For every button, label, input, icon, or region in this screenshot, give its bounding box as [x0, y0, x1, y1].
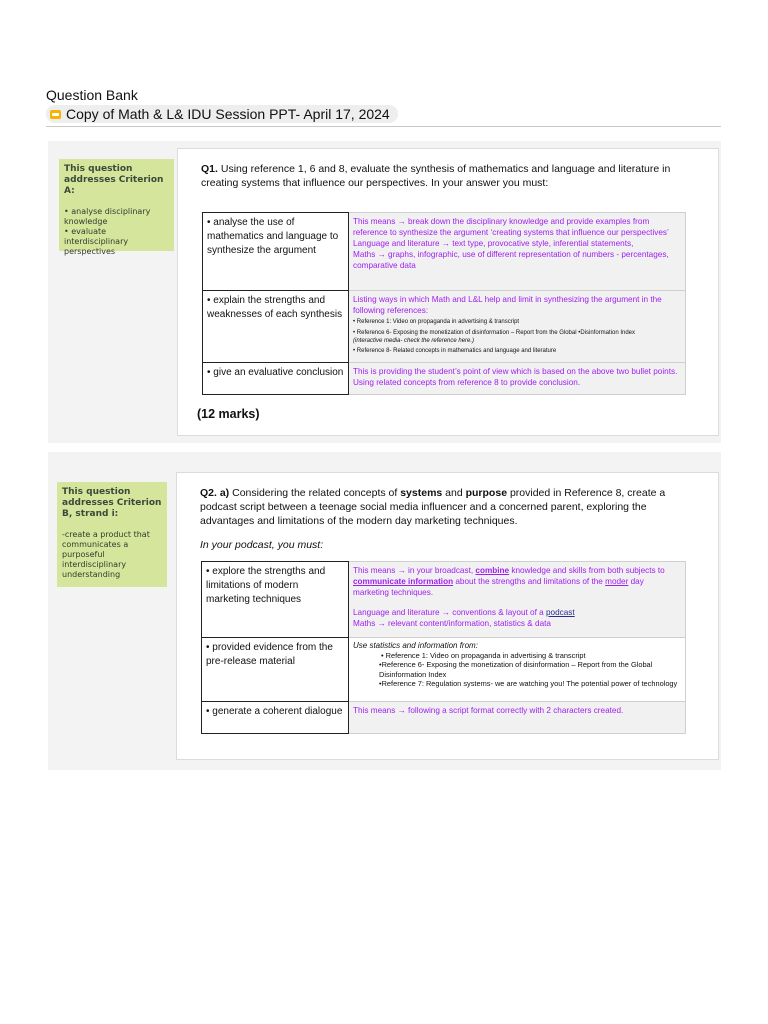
q2-prompt-text: and [442, 487, 466, 499]
q1-req-right [349, 213, 686, 291]
q2-keyword: purpose [465, 487, 508, 499]
q2-req-left: • explore the strengths and limitations of modern marketing techniques [202, 562, 349, 638]
q2-req-right [349, 638, 686, 702]
q2-req-right: This means → following a script format correctly with 2 characters created. [349, 702, 686, 734]
q2-text: Language and literature → conventions & layout of a [353, 608, 546, 617]
q1-criterion-head: This question addresses Criterion A: [64, 164, 164, 196]
table-row [202, 702, 686, 734]
table-row [203, 363, 686, 395]
q2-req-line [353, 565, 681, 598]
q1-criterion-item: • evaluate interdisciplinary perspectives [64, 227, 129, 256]
q1-criterion-item: • analyse disciplinary knowledge [64, 207, 151, 226]
q2-emph-combine: combine [475, 566, 510, 575]
file-chip-label: Copy of Math & L& IDU Session PPT- April 17, 2024 [66, 106, 390, 122]
q1-marks: (12 marks) [197, 407, 260, 421]
slides-icon [50, 110, 61, 119]
q1-requirements-table [202, 212, 686, 395]
q2-req-left: • generate a coherent dialogue [202, 702, 349, 734]
q2-req-line: Maths → relevant content/information, statistics & data [353, 619, 551, 628]
table-row [202, 562, 686, 638]
q2-criterion-head: This question addresses Criterion B, strand i: [62, 487, 162, 519]
q1-req-line: Maths → graphs, infographic, use of different representation of numbers - percentages, comparative data [353, 250, 669, 270]
q2-req-intro: Use statistics and information from: [353, 641, 478, 650]
q1-prompt [201, 162, 681, 190]
q2-text: about the strengths and limitations of the [453, 577, 606, 586]
q1-req-left: • give an evaluative conclusion [203, 363, 349, 395]
q1-req-left: • explain the strengths and weaknesses of each synthesis [203, 291, 349, 363]
q2-req-left: • provided evidence from the pre-release material [202, 638, 349, 702]
q2-emph-moder: moder [605, 577, 629, 586]
q2-criterion-body: -create a product that communicates a purposeful interdisciplinary understanding [62, 530, 150, 579]
q1-ref-note: (interactive media- check the reference here.) [353, 338, 475, 344]
q2-emph-communicate: communicate information [353, 577, 454, 586]
podcast-link[interactable]: podcast [546, 608, 575, 617]
q1-req-left: • analyse the use of mathematics and language to synthesize the argument [203, 213, 349, 291]
q2-ref: •Reference 7: Regulation systems- we are watching you! The potential power of technology [379, 679, 678, 688]
table-row [203, 213, 686, 291]
q2-requirements-table [201, 561, 686, 734]
q2-prompt-text: Considering the related concepts of [229, 487, 401, 499]
q1-ref: • Reference 8- Related concepts in mathematics and language and literature [353, 348, 557, 354]
header-divider [46, 126, 721, 127]
q2-card [176, 472, 719, 760]
q2-req-right [349, 562, 686, 638]
q1-req-right [349, 291, 686, 363]
table-row [203, 291, 686, 363]
q1-ref: • Reference 6- Exposing the monetization of disinformation – Report from the Global •Disinformation Index [353, 330, 636, 336]
q1-req-intro: Listing ways in which Math and L&L help and limit in synthesizing the argument in the following references: [353, 295, 662, 315]
q2-keyword: systems [400, 487, 443, 499]
q2-instruction: In your podcast, you must: [200, 539, 324, 551]
q2-text: day marketing techniques. [353, 577, 644, 597]
q1-req-line: Language and literature → text type, provocative style, inferential statements, [353, 239, 634, 248]
q2-req-line [353, 607, 681, 618]
table-row [202, 638, 686, 702]
q1-card [177, 148, 719, 436]
q1-ref: • Reference 1: Video on propaganda in advertising & transcript [353, 319, 520, 325]
q1-criterion-box [59, 159, 174, 256]
file-chip[interactable] [46, 105, 398, 123]
q2-criterion-box [57, 482, 167, 587]
q2-ref: • Reference 1: Video on propaganda in advertising & transcript [381, 650, 586, 660]
doc-title: Question Bank [46, 87, 138, 103]
q2-number: Q2. a) [200, 487, 230, 499]
q2-prompt-text: provided in Reference 8, create a podcast script between a teenage social media influencer and a concerned parent, exploring the advantages and limitations of the modern day marketing techniques. [200, 487, 666, 527]
q2-ref: •Reference 6- Exposing the monetization of disinformation – Report from the Global Disinformation Index [379, 660, 653, 679]
q1-req-right: This is providing the student’s point of view which is based on the above two bullet points. Using related concepts from reference 8 to provide conclusion. [349, 363, 686, 395]
q2-text: knowledge and skills from both subjects to [509, 566, 665, 575]
q2-text: This means → in your broadcast, [353, 566, 476, 575]
q2-prompt [200, 486, 680, 528]
q1-prompt-text: Using reference 1, 6 and 8, evaluate the synthesis of mathematics and language and literature in creating systems that influence our perspectives. In your answer you must: [201, 163, 671, 189]
q1-number: Q1. [201, 163, 218, 175]
q1-req-line: This means → break down the disciplinary knowledge and provide examples from reference to synthesize the argument ‘creating systems that influence our perspectives’ [353, 217, 669, 237]
